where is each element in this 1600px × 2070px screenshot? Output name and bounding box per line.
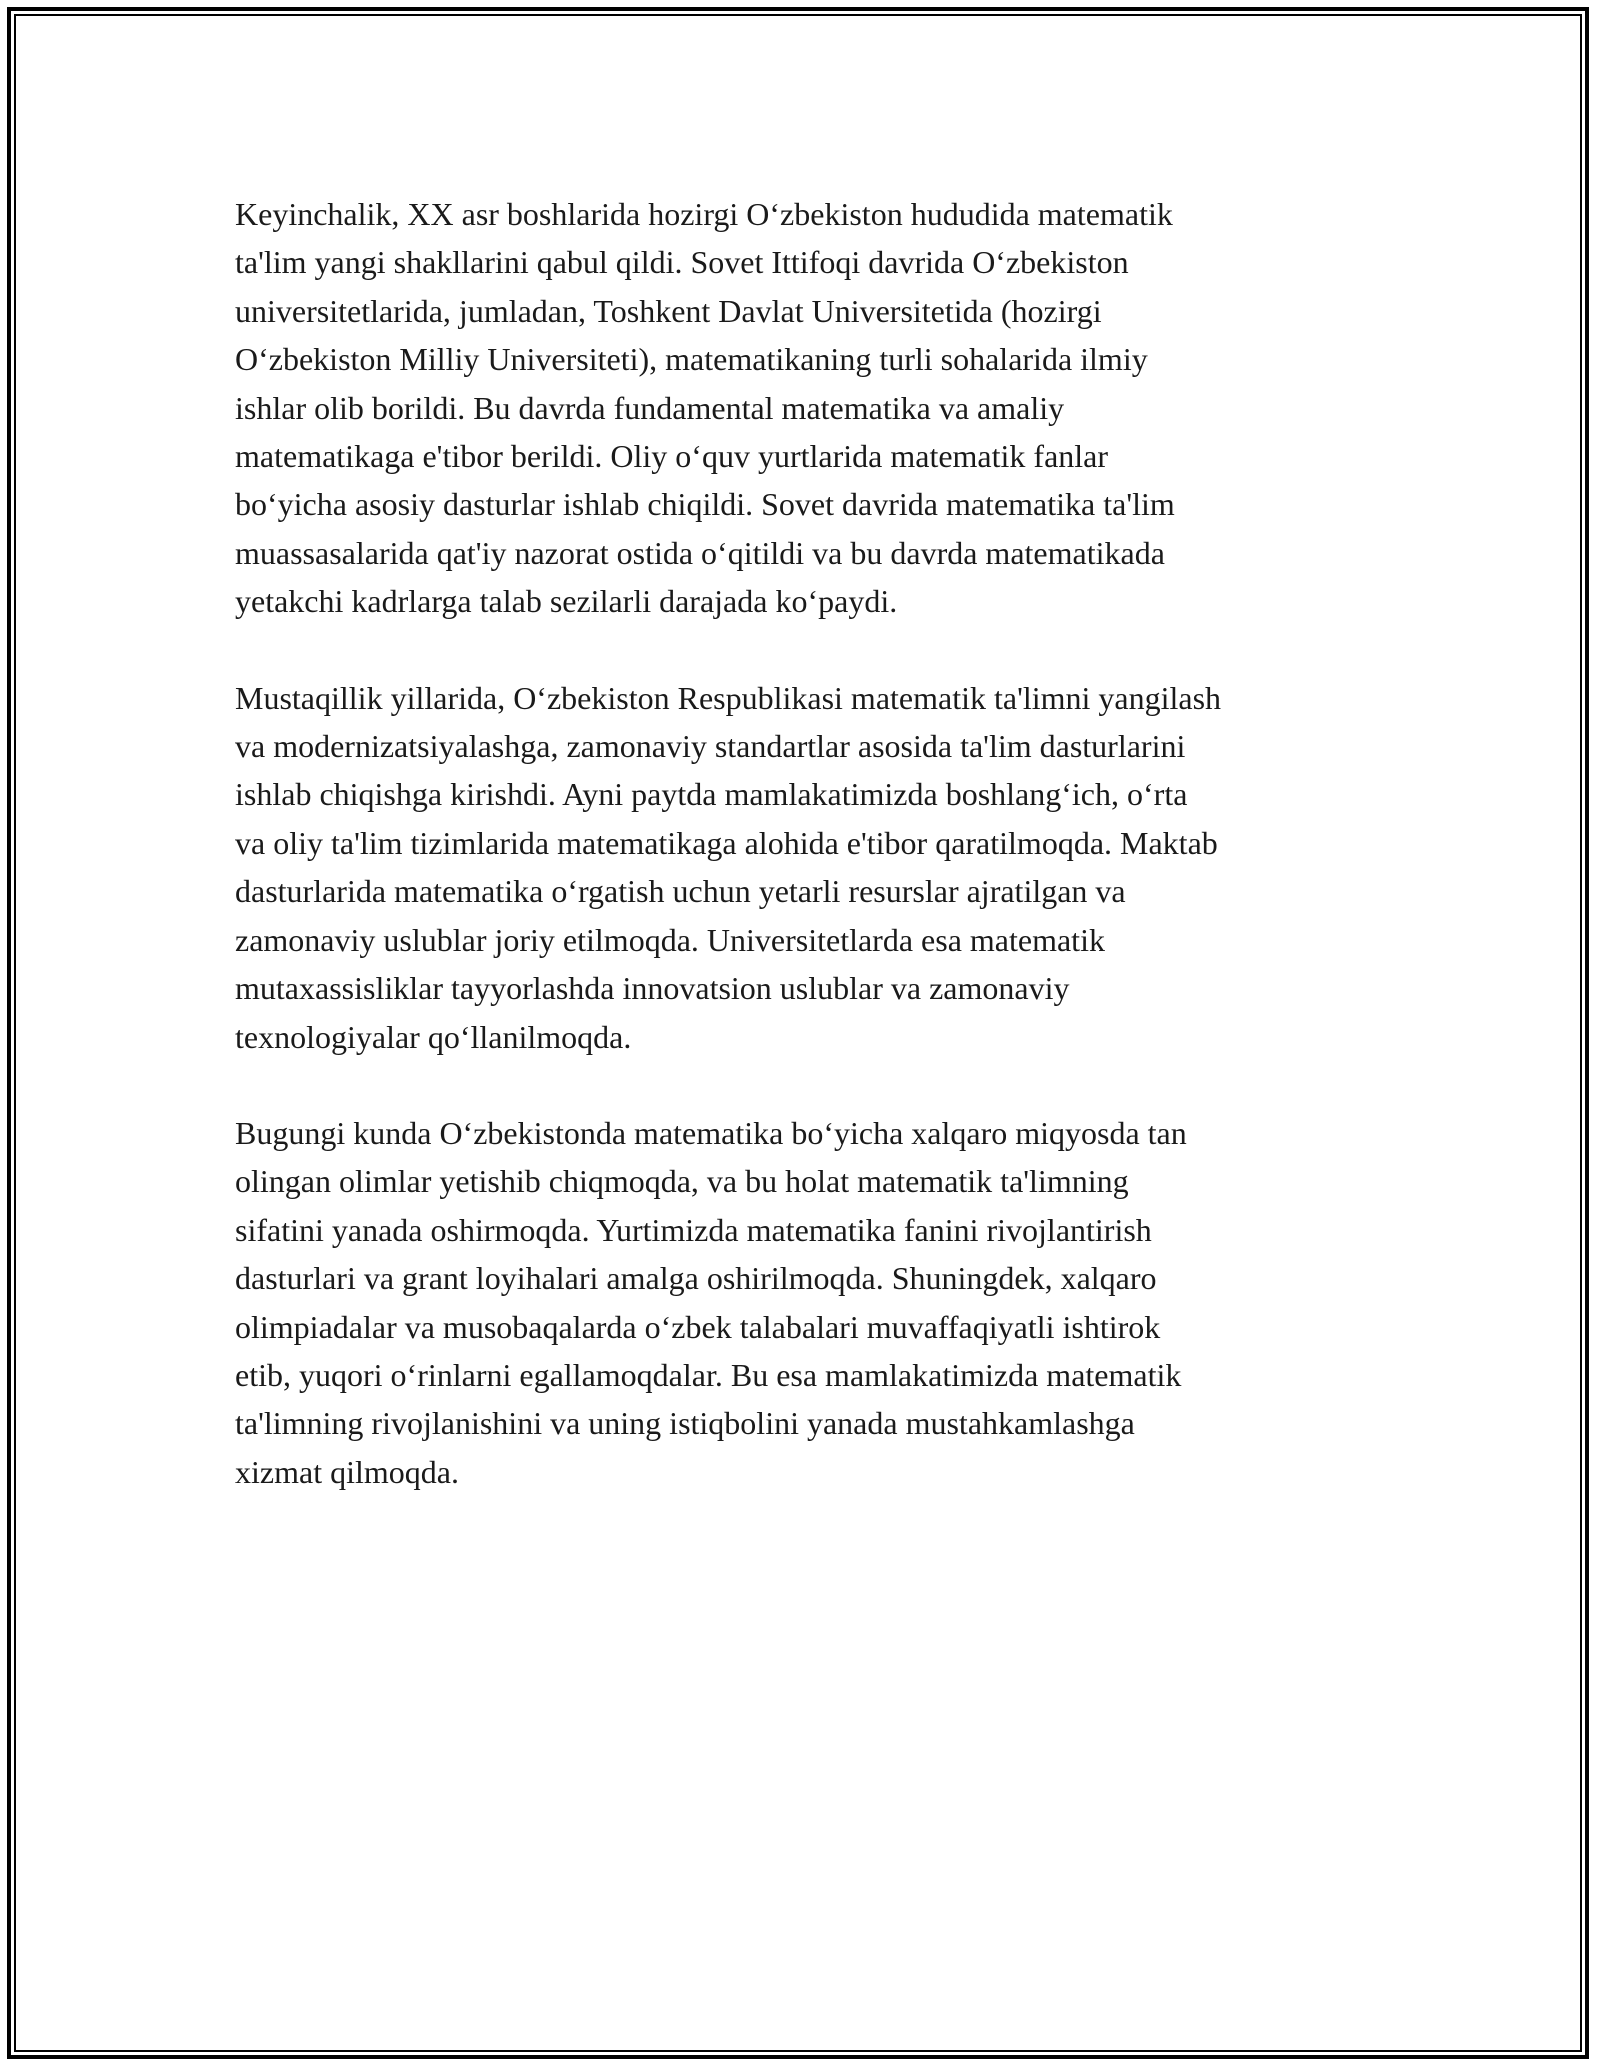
- text-line: bo‘yicha asosiy dasturlar ishlab chiqildi. Sovet davrida matematika ta'lim: [235, 486, 1175, 523]
- text-line: Bugungi kunda O‘zbekistonda matematika bo‘yicha xalqaro miqyosda tan: [235, 1114, 1187, 1151]
- text-line: ishlab chiqishga kirishdi. Ayni paytda mamlakatimizda boshlang‘ich, o‘rta: [235, 776, 1188, 813]
- text-line: muassasalarida qat'iy nazorat ostida o‘qitildi va bu davrda matematikada: [235, 534, 1165, 571]
- text-line: Keyinchalik, XX asr boshlarida hozirgi O‘zbekiston hududida matematik: [235, 196, 1173, 232]
- text-line: dasturlarida matematika o‘rgatish uchun yetarli resurslar ajratilgan va: [235, 873, 1126, 910]
- text-line: mutaxassisliklar tayyorlashda innovatsion uslublar va zamonaviy: [235, 970, 1070, 1007]
- text-line: etib, yuqori o‘rinlarni egallamoqdalar. Bu esa mamlakatimizda matematik: [235, 1356, 1182, 1393]
- text-line: yetakchi kadrlarga talab sezilarli darajada ko‘paydi.: [235, 583, 898, 620]
- text-line: sifatini yanada oshirmoqda. Yurtimizda matematika fanini rivojlantirish: [235, 1211, 1152, 1248]
- text-line: va oliy ta'lim tizimlarida matematikaga alohida e'tibor qaratilmoqda. Maktab: [235, 824, 1218, 861]
- text-line: zamonaviy uslublar joriy etilmoqda. Universitetlarda esa matematik: [235, 921, 1105, 958]
- text-line: Mustaqillik yillarida, O‘zbekiston Respublikasi matematik ta'limni yangilash: [235, 679, 1222, 716]
- text-line: xizmat qilmoqda.: [235, 1453, 459, 1490]
- text-line: matematikaga e'tibor berildi. Oliy o‘quv yurtlarida matematik fanlar: [235, 438, 1109, 475]
- text-line: O‘zbekiston Milliy Universiteti), matematikaning turli sohalarida ilmiy: [235, 341, 1148, 378]
- text-line: va modernizatsiyalashga, zamonaviy standartlar asosida ta'lim dasturlarini: [235, 728, 1186, 765]
- text-line: ta'lim yangi shakllarini qabul qildi. Sovet Ittifoqi davrida O‘zbekiston: [235, 244, 1129, 281]
- text-line: ishlar olib borildi. Bu davrda fundamental matematika va amaliy: [235, 389, 1065, 426]
- text-line: universitetlarida, jumladan, Toshkent Davlat Universitetida (hozirgi: [235, 292, 1102, 329]
- paragraph-2: [235, 674, 1375, 1061]
- text-line: dasturlari va grant loyihalari amalga oshirilmoqda. Shuningdek, xalqaro: [235, 1260, 1157, 1297]
- text-line: olingan olimlar yetishib chiqmoqda, va bu holat matematik ta'limning: [235, 1163, 1129, 1200]
- document-body: [235, 190, 1375, 1544]
- text-line: texnologiyalar qo‘llanilmoqda.: [235, 1018, 632, 1055]
- text-line: olimpiadalar va musobaqalarda o‘zbek talabalari muvaffaqiyatli ishtirok: [235, 1308, 1161, 1345]
- paragraph-3: [235, 1109, 1375, 1496]
- text-line: ta'limning rivojlanishini va uning istiqbolini yanada mustahkamlashga: [235, 1405, 1135, 1442]
- paragraph-1: [235, 190, 1375, 626]
